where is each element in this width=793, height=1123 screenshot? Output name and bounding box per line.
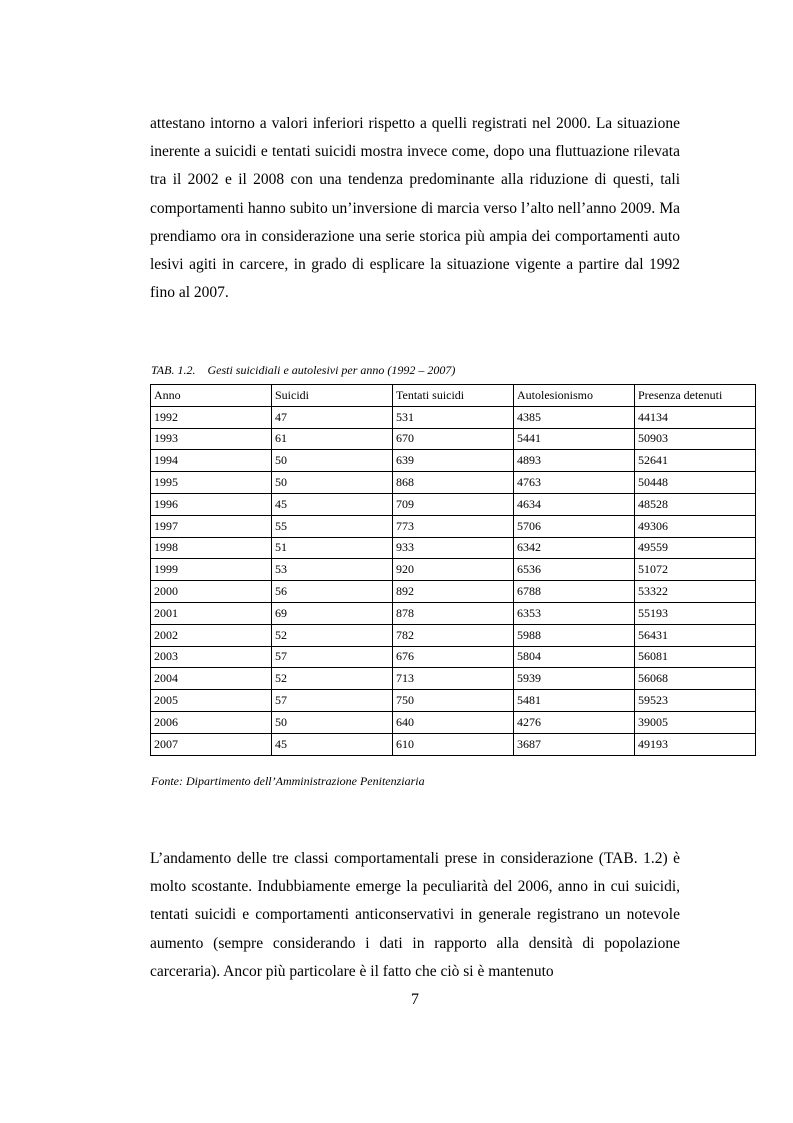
table-cell: 5939 bbox=[514, 668, 635, 690]
table-cell: 55 bbox=[272, 515, 393, 537]
table-cell: 4276 bbox=[514, 711, 635, 733]
table-cell: 45 bbox=[272, 493, 393, 515]
table-cell: 2005 bbox=[151, 690, 272, 712]
table-cell: 56081 bbox=[635, 646, 756, 668]
table-cell: 5988 bbox=[514, 624, 635, 646]
table-header-row bbox=[151, 385, 756, 407]
table-cell: 52 bbox=[272, 668, 393, 690]
table-cell: 49559 bbox=[635, 537, 756, 559]
table-header-cell: Tentati suicidi bbox=[393, 385, 514, 407]
table-cell: 6342 bbox=[514, 537, 635, 559]
table-header-cell: Suicidi bbox=[272, 385, 393, 407]
table-cell: 4634 bbox=[514, 493, 635, 515]
table-row bbox=[151, 581, 756, 603]
table-cell: 773 bbox=[393, 515, 514, 537]
data-table bbox=[150, 384, 756, 756]
body-paragraph: attestano intorno a valori inferiori rispetto a quelli registrati nel 2000. La situazione inerente a suicidi e tentati suicidi mostra invece come, dopo una fluttuazione rilevata tra il 2002 e il 2008 con una tendenza predominante alla riduzione di questi, tali comportamenti hanno subito un’inversione di marcia verso l’alto nell’anno 2009. Ma prendiamo ora in considerazione una serie storica più ampia dei comportamenti auto lesivi agiti in carcere, in grado di esplicare la situazione vigente a partire dal 1992 fino al 2007. bbox=[150, 115, 680, 302]
table-cell: 5804 bbox=[514, 646, 635, 668]
table-row bbox=[151, 624, 756, 646]
table-cell: 6536 bbox=[514, 559, 635, 581]
table-cell: 713 bbox=[393, 668, 514, 690]
table-cell: 920 bbox=[393, 559, 514, 581]
table-row bbox=[151, 493, 756, 515]
table-cell: 59523 bbox=[635, 690, 756, 712]
table-cell: 2007 bbox=[151, 733, 272, 755]
table-row bbox=[151, 559, 756, 581]
table-cell: 6788 bbox=[514, 581, 635, 603]
table-row bbox=[151, 472, 756, 494]
table-cell: 1992 bbox=[151, 406, 272, 428]
table-cell: 2000 bbox=[151, 581, 272, 603]
table-cell: 1995 bbox=[151, 472, 272, 494]
table-row bbox=[151, 515, 756, 537]
table-cell: 50 bbox=[272, 450, 393, 472]
table-cell: 4763 bbox=[514, 472, 635, 494]
table-cell: 531 bbox=[393, 406, 514, 428]
table-cell: 50 bbox=[272, 472, 393, 494]
table-cell: 50448 bbox=[635, 472, 756, 494]
body-paragraph: L’andamento delle tre classi comportamentali prese in considerazione (TAB. 1.2) è molto scostante. Indubbiamente emerge la peculiarità del 2006, anno in cui suicidi, tentati suicidi e comportamenti anticonservativi in generale registrano un notevole aumento (sempre considerando i dati in rapporto alla densità di popolazione carceraria). Ancor più particolare è il fatto che ciò si è mantenuto bbox=[150, 850, 680, 980]
table-cell: 1998 bbox=[151, 537, 272, 559]
table-cell: 56 bbox=[272, 581, 393, 603]
table-row bbox=[151, 537, 756, 559]
table-cell: 51072 bbox=[635, 559, 756, 581]
table-cell: 1997 bbox=[151, 515, 272, 537]
table-cell: 3687 bbox=[514, 733, 635, 755]
table-cell: 55193 bbox=[635, 602, 756, 624]
table-cell: 676 bbox=[393, 646, 514, 668]
table-cell: 1996 bbox=[151, 493, 272, 515]
table-cell: 750 bbox=[393, 690, 514, 712]
table-cell: 6353 bbox=[514, 602, 635, 624]
table-caption-title: Gesti suicidiali e autolesivi per anno (1992 – 2007) bbox=[207, 363, 456, 377]
table-cell: 53 bbox=[272, 559, 393, 581]
table-cell: 56068 bbox=[635, 668, 756, 690]
table-cell: 1994 bbox=[151, 450, 272, 472]
table-cell: 868 bbox=[393, 472, 514, 494]
table-cell: 52 bbox=[272, 624, 393, 646]
table-cell: 4385 bbox=[514, 406, 635, 428]
table-cell: 1999 bbox=[151, 559, 272, 581]
table-header-cell: Autolesionismo bbox=[514, 385, 635, 407]
table-cell: 782 bbox=[393, 624, 514, 646]
table-cell: 892 bbox=[393, 581, 514, 603]
table-cell: 47 bbox=[272, 406, 393, 428]
table-cell: 5481 bbox=[514, 690, 635, 712]
table-cell: 53322 bbox=[635, 581, 756, 603]
table-cell: 49306 bbox=[635, 515, 756, 537]
table-cell: 48528 bbox=[635, 493, 756, 515]
table-cell: 640 bbox=[393, 711, 514, 733]
table-row bbox=[151, 450, 756, 472]
table-cell: 933 bbox=[393, 537, 514, 559]
table-row bbox=[151, 428, 756, 450]
table-cell: 50 bbox=[272, 711, 393, 733]
table-source: Fonte: Dipartimento dell’Amministrazione Penitenziaria bbox=[151, 774, 425, 788]
table-row bbox=[151, 668, 756, 690]
table-cell: 2003 bbox=[151, 646, 272, 668]
table-cell: 2004 bbox=[151, 668, 272, 690]
table-row bbox=[151, 646, 756, 668]
table-cell: 4893 bbox=[514, 450, 635, 472]
table-cell: 57 bbox=[272, 690, 393, 712]
table-cell: 51 bbox=[272, 537, 393, 559]
table-cell: 44134 bbox=[635, 406, 756, 428]
table-row bbox=[151, 711, 756, 733]
table-cell: 39005 bbox=[635, 711, 756, 733]
table-cell: 5706 bbox=[514, 515, 635, 537]
table-row bbox=[151, 602, 756, 624]
table-cell: 69 bbox=[272, 602, 393, 624]
table-cell: 61 bbox=[272, 428, 393, 450]
table-cell: 1993 bbox=[151, 428, 272, 450]
table-cell: 57 bbox=[272, 646, 393, 668]
table-cell: 670 bbox=[393, 428, 514, 450]
table-cell: 2006 bbox=[151, 711, 272, 733]
table-header-cell: Presenza detenuti bbox=[635, 385, 756, 407]
table-row bbox=[151, 690, 756, 712]
table-cell: 5441 bbox=[514, 428, 635, 450]
table-cell: 52641 bbox=[635, 450, 756, 472]
table-cell: 56431 bbox=[635, 624, 756, 646]
table-cell: 878 bbox=[393, 602, 514, 624]
table-cell: 610 bbox=[393, 733, 514, 755]
table-cell: 49193 bbox=[635, 733, 756, 755]
table-cell: 639 bbox=[393, 450, 514, 472]
table-header-cell: Anno bbox=[151, 385, 272, 407]
table-row bbox=[151, 406, 756, 428]
page-number: 7 bbox=[411, 991, 419, 1008]
table-row bbox=[151, 733, 756, 755]
table-caption-label: TAB. 1.2. bbox=[151, 363, 196, 377]
table-cell: 45 bbox=[272, 733, 393, 755]
table-cell: 50903 bbox=[635, 428, 756, 450]
table-cell: 2002 bbox=[151, 624, 272, 646]
table-cell: 2001 bbox=[151, 602, 272, 624]
table-caption bbox=[151, 363, 455, 378]
table-cell: 709 bbox=[393, 493, 514, 515]
